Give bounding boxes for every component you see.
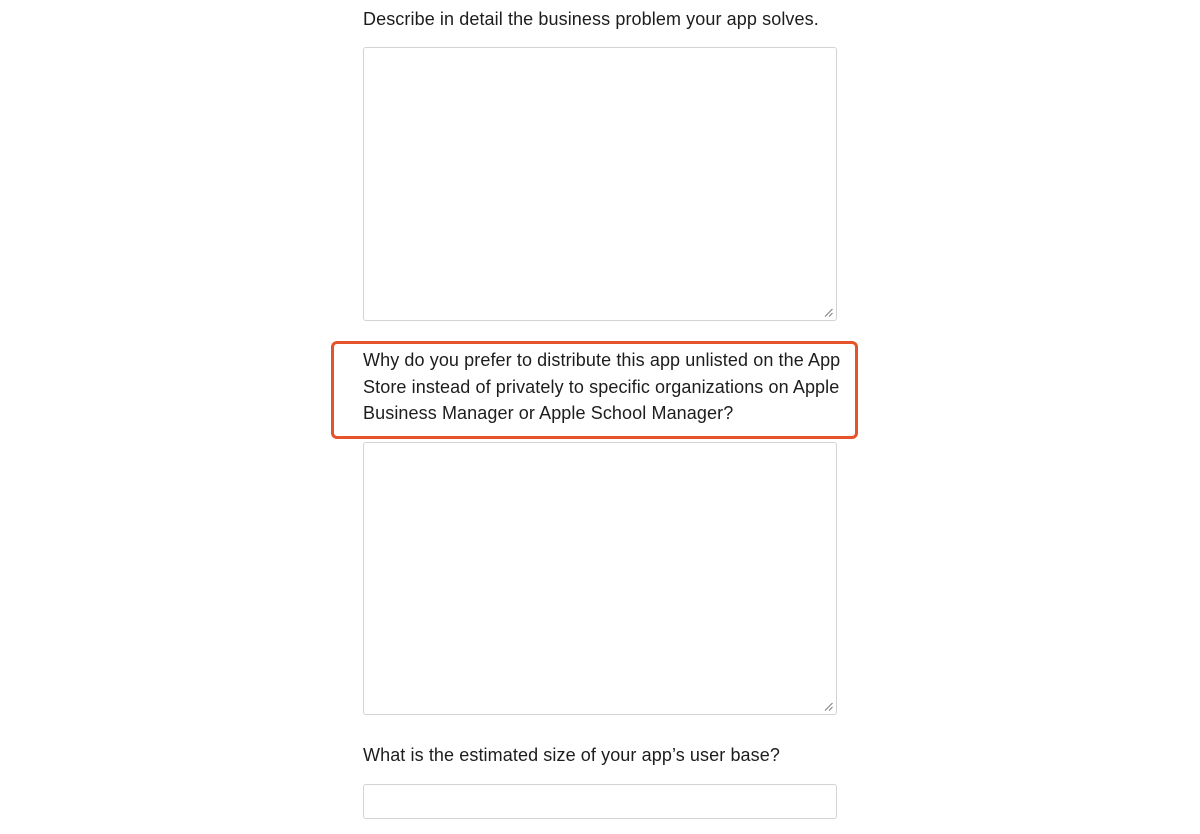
unlisted-distribution-textarea[interactable] — [363, 442, 837, 715]
resize-grip-icon[interactable] — [824, 308, 833, 317]
user-base-size-input[interactable] — [363, 784, 837, 819]
question-user-base-label: What is the estimated size of your app’s user base? — [363, 745, 780, 765]
question-unlisted-distribution-label: Why do you prefer to distribute this app unlisted on the App Store instead of privately to specific organizations on Apple Business Manager or Apple School Manager? — [363, 350, 841, 423]
business-problem-textarea[interactable] — [363, 47, 837, 321]
resize-grip-icon[interactable] — [824, 702, 833, 711]
question-business-problem-label: Describe in detail the business problem your app solves. — [363, 9, 819, 29]
